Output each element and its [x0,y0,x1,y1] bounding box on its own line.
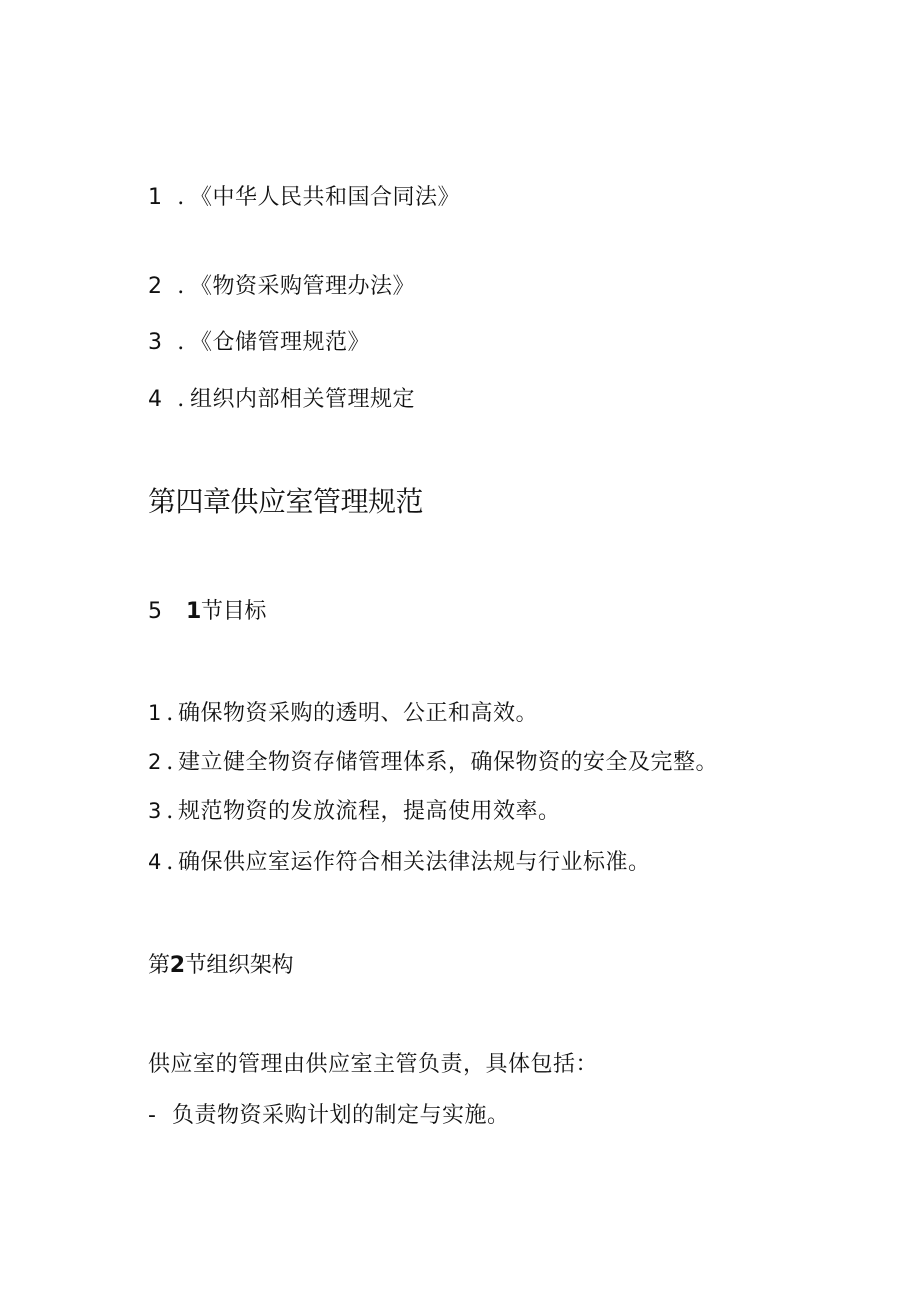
goal-number: 3 [148,799,162,823]
reference-text: 《仓储管理规范》 [190,330,371,355]
bullet-text: 负责物资采购计划的制定与实施。 [172,1103,510,1128]
goal-text: 建立健全物资存储管理体系，确保物资的安全及完整。 [178,750,719,775]
intro-paragraph: 供应室的管理由供应室主管负责，具体包括： [148,1052,599,1077]
goal-text: 确保供应室运作符合相关法律法规与行业标准。 [178,850,651,875]
list-separator: . [166,701,174,726]
goal-item-4 [148,847,651,878]
reference-number: 4 [148,387,162,412]
list-separator: . [166,750,174,775]
reference-text: 组织内部相关管理规定 [190,387,416,412]
goal-item-2 [148,747,718,778]
dash-icon: - [148,1103,157,1128]
list-separator: . [177,185,185,210]
section-prefix: 第 [148,953,170,978]
list-separator: . [177,274,185,299]
section-1-heading [148,597,266,627]
list-separator: . [177,330,185,355]
reference-text: 《中华人民共和国合同法》 [190,185,461,210]
reference-text: 《物资采购管理办法》 [190,274,416,299]
reference-item-4 [148,385,415,415]
goal-number: 1 [148,701,162,725]
reference-number: 2 [148,274,162,299]
reference-number: 3 [148,330,162,355]
goal-number: 4 [148,850,162,874]
reference-item-2 [148,272,415,302]
section-number: 5 [148,599,162,624]
list-separator: . [166,799,174,824]
goal-text: 确保物资采购的透明、公正和高效。 [178,701,539,726]
list-separator: . [166,850,174,875]
chapter-title: 第四章供应室管理规范 [148,485,424,518]
goal-item-1 [148,698,538,729]
goal-item-3 [148,796,561,827]
reference-item-1 [148,183,460,213]
section-2-heading [148,951,293,981]
list-separator: . [177,387,185,412]
section-title: 节目标 [201,599,267,624]
section-title: 节组织架构 [184,953,294,978]
goal-number: 2 [148,750,162,774]
bullet-item-1 [148,1101,510,1131]
reference-item-3 [148,328,370,358]
section-sub-number: 1 [186,599,202,624]
reference-number: 1 [148,185,162,210]
section-number: 2 [169,953,185,978]
goal-text: 规范物资的发放流程，提高使用效率。 [178,799,561,824]
